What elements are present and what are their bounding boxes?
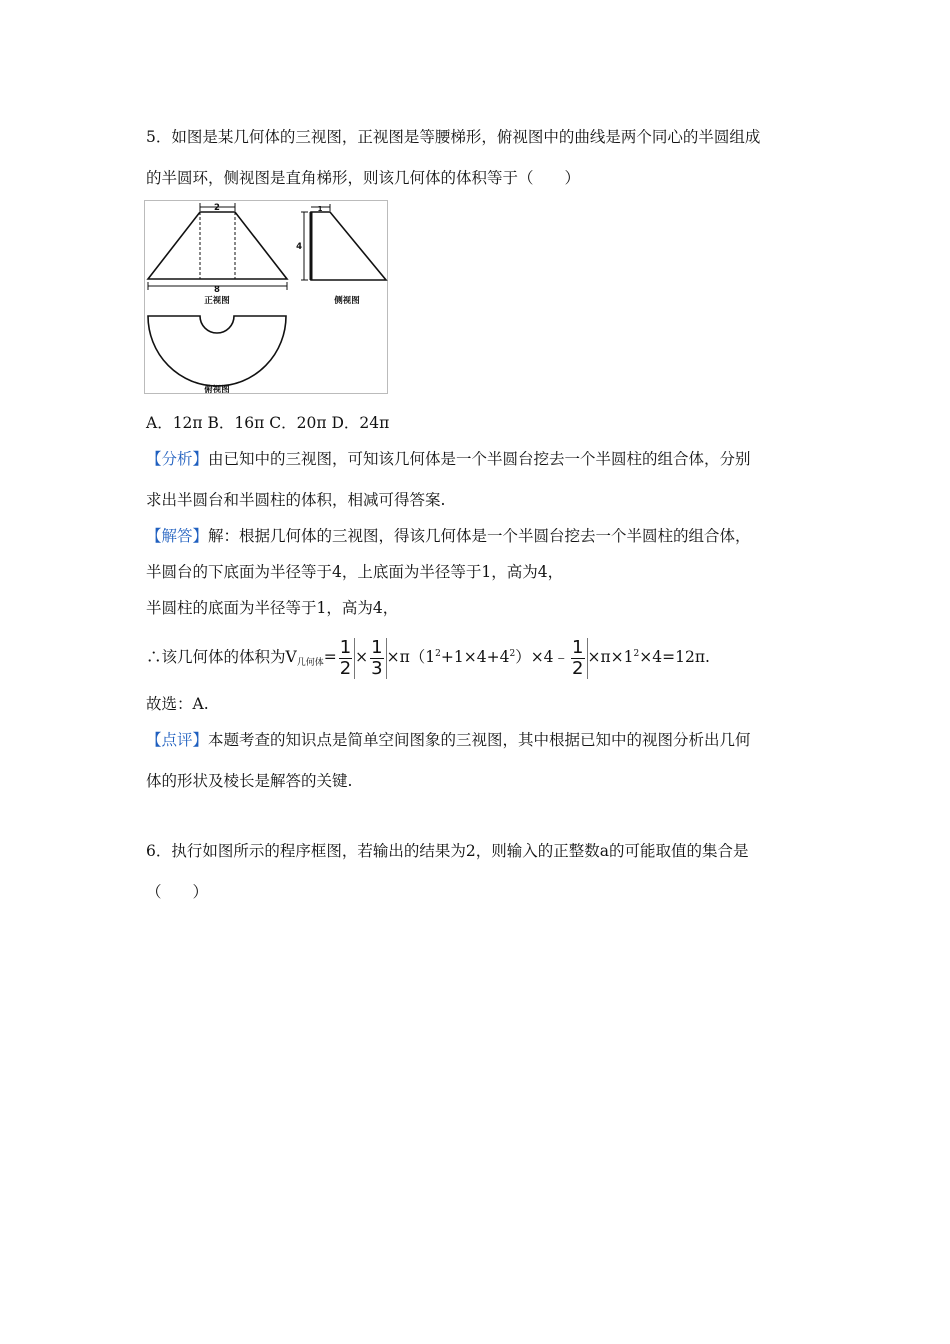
formula-times1: × bbox=[355, 648, 369, 666]
three-view-drawing bbox=[144, 200, 388, 394]
comment-text: 本题考查的知识点是简单空间图象的三视图，其中根据已知中的视图分析出几何 bbox=[208, 731, 751, 749]
formula-sup3: 2 bbox=[633, 649, 640, 659]
front-view bbox=[148, 203, 287, 290]
fraction-2 bbox=[368, 638, 386, 679]
three-view-figure bbox=[144, 200, 388, 394]
dim-bottom-label: 8 bbox=[214, 285, 220, 295]
analysis-tag: 【分析】 bbox=[146, 450, 209, 468]
q6-stem-line2: （ ） bbox=[146, 883, 209, 901]
side-view-label: 侧视图 bbox=[334, 296, 360, 306]
fraction-2-den: 3 bbox=[371, 657, 383, 679]
q5-comment-line1 bbox=[146, 730, 751, 750]
solution-tag: 【解答】 bbox=[146, 527, 209, 545]
formula-mid3: ）×4﹣ bbox=[515, 648, 570, 666]
front-view-label: 正视图 bbox=[204, 296, 230, 306]
q5-analysis-line2: 求出半圆台和半圆柱的体积，相减可得答案. bbox=[146, 491, 446, 509]
top-view bbox=[148, 316, 286, 386]
formula-mid2: +1×4+4 bbox=[440, 648, 510, 666]
formula-mid4: ×π×1 bbox=[587, 648, 634, 666]
q5-stem-line1: 5．如图是某几何体的三视图，正视图是等腰梯形，俯视图中的曲线是两个同心的半圆组成 bbox=[146, 128, 761, 146]
q5-solution-line2: 半圆台的下底面为半径等于4，上底面为半径等于1，高为4， bbox=[146, 563, 564, 581]
fraction-1-num: 1 bbox=[339, 636, 352, 658]
formula-sup1: 2 bbox=[435, 649, 441, 659]
formula-end: ×4=12π. bbox=[639, 648, 710, 666]
volume-formula bbox=[146, 628, 710, 680]
formula-sup2: 2 bbox=[509, 649, 516, 659]
q5-choice: 故选：A. bbox=[146, 695, 209, 713]
formula-mid1: ×π（1 bbox=[386, 648, 436, 666]
formula-sub: 几何体 bbox=[296, 658, 324, 668]
solution-text: 解：根据几何体的三视图，得该几何体是一个半圆台挖去一个半圆柱的组合体， bbox=[208, 527, 751, 545]
formula-eq: = bbox=[323, 648, 337, 666]
comment-tag: 【点评】 bbox=[146, 731, 209, 749]
fraction-3-den: 2 bbox=[572, 657, 584, 679]
q5-solution-line1 bbox=[146, 526, 751, 546]
fraction-3-num: 1 bbox=[572, 636, 584, 658]
dim-top-label: 2 bbox=[214, 203, 220, 213]
fraction-2-num: 1 bbox=[371, 636, 383, 658]
analysis-text: 由已知中的三视图，可知该几何体是一个半圆台挖去一个半圆柱的组合体，分别 bbox=[208, 450, 751, 468]
q6-stem-line1: 6．执行如图所示的程序框图，若输出的结果为2，则输入的正整数a的可能取值的集合是 bbox=[146, 842, 749, 860]
fraction-3 bbox=[569, 638, 587, 679]
top-view-label: 俯视图 bbox=[204, 385, 230, 394]
fraction-1 bbox=[337, 638, 355, 679]
dim-side-top-label: 1 bbox=[317, 205, 323, 213]
q5-analysis-line1 bbox=[146, 449, 751, 469]
fraction-1-den: 2 bbox=[339, 657, 352, 679]
side-view bbox=[301, 204, 386, 280]
dim-side-label: 4 bbox=[296, 242, 302, 252]
q5-stem-line2: 的半圆环，侧视图是直角梯形，则该几何体的体积等于（ ） bbox=[146, 169, 581, 187]
q5-comment-line2: 体的形状及棱长是解答的关键. bbox=[146, 772, 353, 790]
q5-solution-line3: 半圆柱的底面为半径等于1，高为4， bbox=[146, 599, 399, 617]
formula-prefix: ∴该几何体的体积为V bbox=[146, 648, 297, 666]
q5-options: A．12π B．16π C．20π D．24π bbox=[146, 414, 390, 432]
